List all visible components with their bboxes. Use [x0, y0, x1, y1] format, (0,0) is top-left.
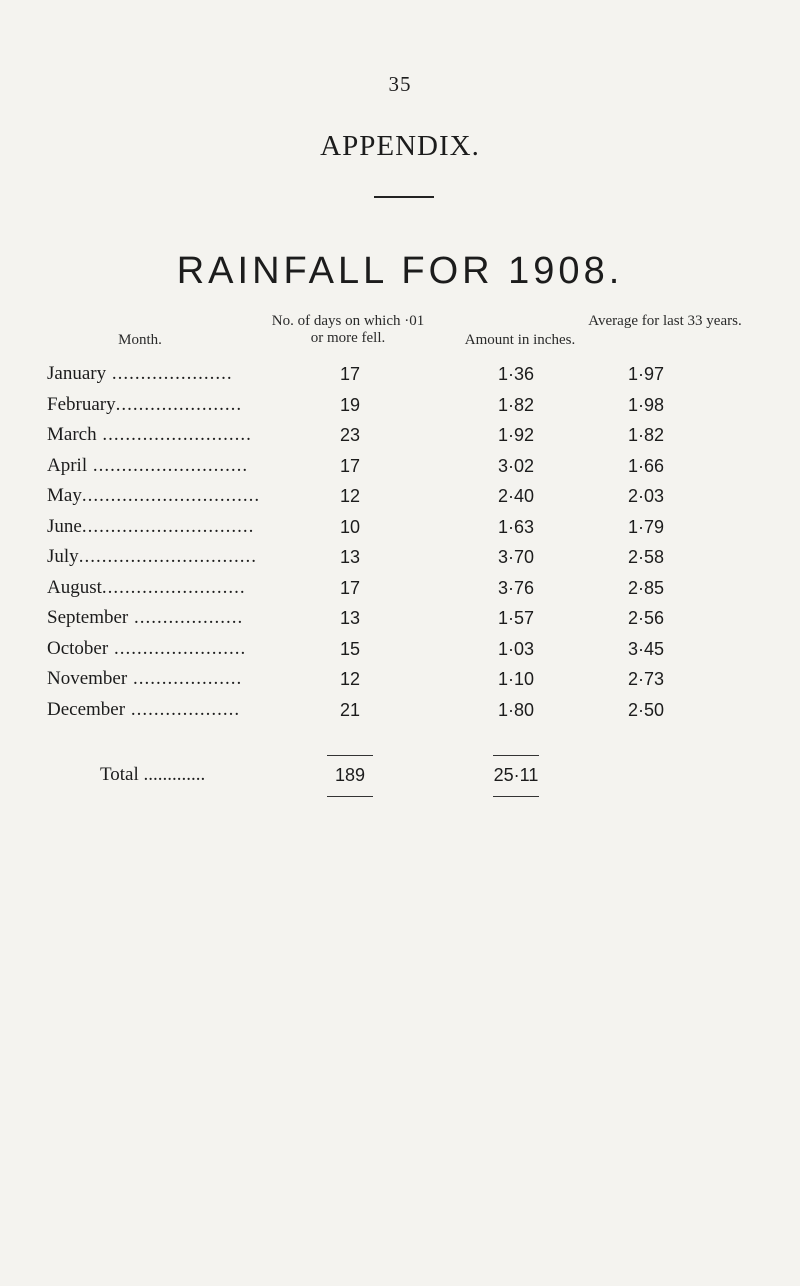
average-cell: 1·98: [627, 394, 665, 415]
total-label: Total: [100, 764, 139, 785]
leader-dots: ...................: [127, 668, 243, 689]
total-rule-amount-bottom: [493, 796, 539, 797]
table-row: [0, 512, 800, 543]
days-cell: 21: [339, 699, 361, 720]
average-cell: 1·66: [627, 455, 665, 476]
page-number: 35: [388, 72, 412, 96]
days-cell: 10: [339, 516, 361, 537]
table-title: RAINFALL FOR 1908.: [176, 250, 624, 292]
total-amount: 25·11: [493, 765, 539, 785]
leader-dots: ......................: [115, 393, 243, 415]
leader-dots: .......................: [108, 637, 247, 659]
average-cell: 3·45: [627, 638, 665, 659]
days-cell: 12: [339, 486, 361, 506]
days-cell: 17: [339, 577, 361, 598]
total-days: 189: [334, 765, 366, 785]
amount-cell: 1·82: [497, 394, 535, 415]
leader-dots: ...........................: [87, 454, 249, 476]
leader-dots: ..............................: [81, 515, 255, 537]
table-row: [0, 359, 800, 390]
table-row: [0, 481, 800, 512]
table-row: [0, 390, 800, 421]
leader-dots: ...............................: [81, 485, 261, 506]
average-cell: 1·79: [627, 516, 665, 537]
amount-cell: 3·02: [497, 455, 535, 476]
month-label: February: [47, 393, 116, 415]
days-cell: 13: [339, 608, 361, 628]
table-row: [0, 573, 800, 604]
month-label: May: [47, 485, 82, 506]
table-row: [0, 695, 800, 726]
amount-cell: 1·63: [497, 516, 535, 537]
table-row: [0, 634, 800, 665]
amount-cell: 1·92: [497, 425, 535, 445]
month-label: October: [47, 637, 109, 659]
header-average: Average for last 33 years.: [588, 313, 742, 329]
month-label: August: [47, 576, 102, 598]
average-cell: 2·56: [627, 608, 665, 628]
amount-cell: 1·10: [497, 669, 535, 689]
average-cell: 1·97: [627, 364, 665, 384]
average-cell: 2·73: [627, 669, 665, 689]
month-label: April: [47, 454, 88, 476]
month-label: December: [47, 698, 126, 720]
month-label: September: [47, 607, 129, 628]
average-cell: 2·58: [627, 547, 665, 567]
month-label: November: [47, 668, 128, 689]
days-cell: 17: [339, 455, 361, 476]
amount-cell: 3·70: [497, 547, 535, 567]
amount-cell: 3·76: [497, 577, 535, 598]
appendix-heading: APPENDIX.: [320, 130, 480, 162]
month-label: June: [47, 515, 82, 537]
total-row: [0, 760, 800, 790]
leader-dots: .........................: [101, 576, 246, 598]
days-cell: 17: [339, 364, 361, 384]
days-cell: 12: [339, 669, 361, 689]
leader-dots: .............: [138, 764, 206, 785]
month-label: March: [47, 424, 97, 445]
leader-dots: ...................: [125, 698, 241, 720]
table-row: [0, 664, 800, 695]
leader-dots: ..........................: [96, 424, 252, 445]
days-cell: 15: [339, 638, 361, 659]
days-cell: 23: [339, 425, 361, 445]
total-rule-days-top: [327, 755, 373, 756]
leader-dots: ...................: [128, 607, 244, 628]
amount-cell: 1·36: [497, 364, 535, 384]
average-cell: 2·03: [627, 486, 665, 506]
month-label: January: [47, 363, 107, 384]
table-row: [0, 420, 800, 451]
leader-dots: ...............................: [78, 546, 257, 567]
average-cell: 2·85: [627, 577, 665, 598]
table-row: [0, 603, 800, 634]
amount-cell: 1·80: [497, 699, 535, 720]
average-cell: 1·82: [627, 425, 665, 445]
month-label: July: [47, 546, 79, 567]
days-cell: 19: [339, 394, 361, 415]
total-rule-days-bottom: [327, 796, 373, 797]
table-row: [0, 451, 800, 482]
heading-rule: [374, 196, 434, 198]
amount-cell: 2·40: [497, 486, 535, 506]
header-amount: Amount in inches.: [464, 332, 576, 348]
total-rule-amount-top: [493, 755, 539, 756]
amount-cell: 1·57: [497, 608, 535, 628]
amount-cell: 1·03: [497, 638, 535, 659]
table-row: [0, 542, 800, 573]
rainfall-table: [0, 359, 800, 725]
days-cell: 13: [339, 547, 361, 567]
header-days: No. of days on which ·01 or more fell.: [271, 313, 425, 346]
leader-dots: .....................: [106, 363, 233, 384]
header-month: Month.: [118, 332, 162, 348]
average-cell: 2·50: [627, 699, 665, 720]
